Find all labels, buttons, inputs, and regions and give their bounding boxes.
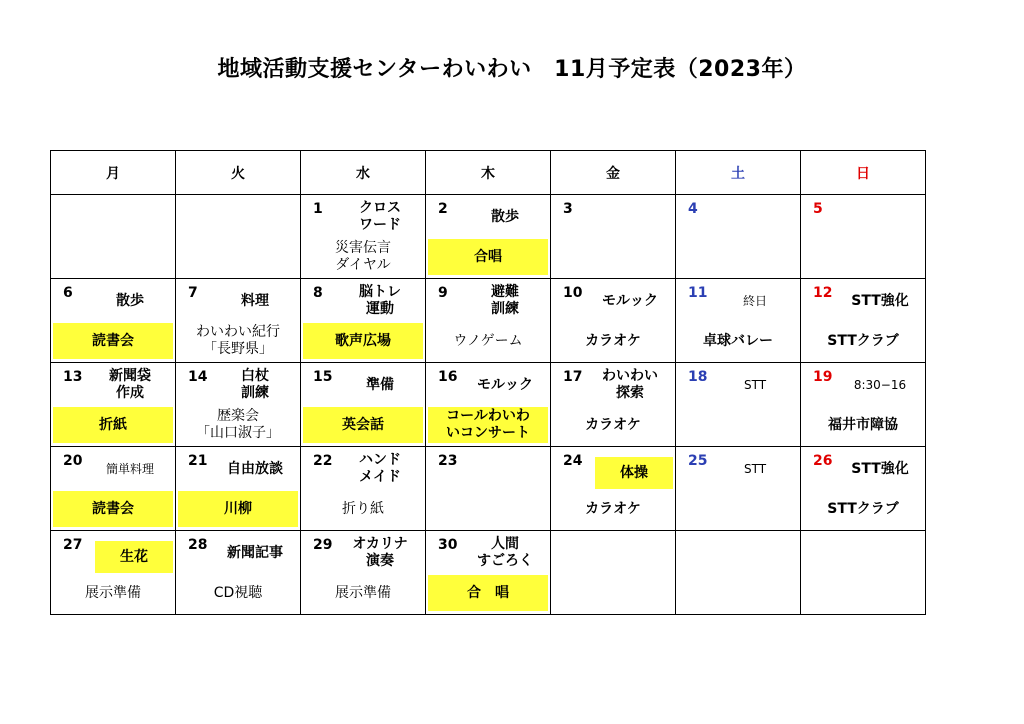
day-cell <box>551 531 676 615</box>
event-primary: クロス ワード <box>359 200 401 233</box>
day-cell <box>176 279 301 363</box>
event-primary: オカリナ 演奏 <box>352 536 408 569</box>
event-primary: 脳トレ 運動 <box>359 284 401 317</box>
weekday-wed: 水 <box>301 151 426 195</box>
day-cell <box>51 195 176 279</box>
day-cell <box>176 195 301 279</box>
event-primary: 準備 <box>366 376 394 393</box>
event-primary: 自由放談 <box>227 460 283 477</box>
event-primary: 散歩 <box>491 208 519 225</box>
event-secondary: 英会話 <box>303 407 423 443</box>
day-number: 12 <box>813 285 833 301</box>
day-cell <box>426 447 551 531</box>
day-number: 25 <box>688 453 708 469</box>
event-secondary: 読書会 <box>53 491 173 527</box>
day-cell <box>801 447 926 531</box>
day-cell <box>551 363 676 447</box>
day-number: 24 <box>563 453 583 469</box>
day-number: 4 <box>688 201 698 217</box>
event-primary: モルック <box>477 376 533 393</box>
event-primary: 8:30−16 <box>853 377 907 392</box>
day-number: 7 <box>188 285 198 301</box>
day-cell <box>801 363 926 447</box>
day-number: 22 <box>313 453 333 469</box>
weekday-tue: 火 <box>176 151 301 195</box>
event-primary: 料理 <box>241 292 269 309</box>
day-number: 1 <box>313 201 323 217</box>
event-secondary: 展示準備 <box>85 584 141 601</box>
day-cell <box>176 363 301 447</box>
weekday-thu: 木 <box>426 151 551 195</box>
day-number: 2 <box>438 201 448 217</box>
event-primary: STT <box>743 461 767 476</box>
event-secondary: 災害伝言 ダイヤル <box>335 240 391 273</box>
week-row <box>51 363 926 447</box>
day-cell <box>676 447 801 531</box>
weekday-fri: 金 <box>551 151 676 195</box>
day-number: 10 <box>563 285 583 301</box>
day-cell <box>301 363 426 447</box>
day-number: 27 <box>63 537 83 553</box>
day-cell <box>51 279 176 363</box>
day-cell <box>426 195 551 279</box>
event-primary: わいわい 探索 <box>602 368 658 401</box>
day-cell <box>801 531 926 615</box>
event-secondary: 卓球バレー <box>703 332 773 349</box>
event-primary: 新聞袋 作成 <box>109 368 151 401</box>
day-number: 9 <box>438 285 448 301</box>
day-cell <box>51 447 176 531</box>
day-cell <box>676 363 801 447</box>
event-secondary: 読書会 <box>53 323 173 359</box>
event-secondary: 歴楽会 「山口淑子」 <box>196 408 280 441</box>
day-number: 3 <box>563 201 573 217</box>
event-secondary: 合 唱 <box>428 575 548 611</box>
event-secondary: 福井市障協 <box>828 416 898 433</box>
event-primary: 避難 訓練 <box>491 284 519 317</box>
day-cell <box>301 531 426 615</box>
day-number: 30 <box>438 537 458 553</box>
day-number: 28 <box>188 537 208 553</box>
day-number: 20 <box>63 453 83 469</box>
event-secondary: CD視聴 <box>213 584 263 601</box>
day-cell <box>426 363 551 447</box>
day-cell <box>51 363 176 447</box>
event-secondary: コールわいわ いコンサート <box>428 407 548 443</box>
day-number: 15 <box>313 369 333 385</box>
day-cell <box>551 279 676 363</box>
day-cell <box>301 447 426 531</box>
event-secondary: 折紙 <box>53 407 173 443</box>
day-number: 19 <box>813 369 833 385</box>
calendar-table <box>50 150 926 615</box>
day-number: 16 <box>438 369 458 385</box>
event-primary: 体操 <box>595 457 673 489</box>
weekday-header-row <box>51 151 926 195</box>
day-cell <box>176 447 301 531</box>
event-primary: 簡単料理 <box>105 461 154 476</box>
event-secondary: 川柳 <box>178 491 298 527</box>
day-number: 8 <box>313 285 323 301</box>
event-secondary: カラオケ <box>585 332 641 349</box>
day-cell <box>301 195 426 279</box>
day-cell <box>676 195 801 279</box>
day-cell <box>676 279 801 363</box>
event-primary: 人間 すごろく <box>477 536 533 569</box>
event-primary: ハンド メイド <box>359 452 401 485</box>
event-secondary: STTクラブ <box>827 332 899 349</box>
week-row <box>51 195 926 279</box>
event-primary: 散歩 <box>116 292 144 309</box>
day-number: 21 <box>188 453 208 469</box>
day-number: 11 <box>688 285 708 301</box>
day-cell <box>176 531 301 615</box>
day-number: 18 <box>688 369 708 385</box>
event-secondary: STTクラブ <box>827 500 899 517</box>
day-cell <box>676 531 801 615</box>
day-number: 13 <box>63 369 83 385</box>
event-secondary: ウノゲーム <box>453 332 523 349</box>
event-primary: 新聞記事 <box>227 544 283 561</box>
event-primary: STT強化 <box>851 292 909 309</box>
weekday-sun: 日 <box>801 151 926 195</box>
day-number: 17 <box>563 369 583 385</box>
event-secondary: 折り紙 <box>342 500 384 517</box>
event-primary: 終日 <box>742 293 767 308</box>
day-number: 29 <box>313 537 333 553</box>
week-row <box>51 447 926 531</box>
day-number: 6 <box>63 285 73 301</box>
event-primary: モルック <box>602 292 658 309</box>
day-number: 23 <box>438 453 458 469</box>
event-secondary: わいわい紀行 「長野県」 <box>196 324 280 357</box>
event-primary: STT強化 <box>851 460 909 477</box>
day-number: 5 <box>813 201 823 217</box>
weekday-sat: 土 <box>676 151 801 195</box>
event-primary: STT <box>743 377 767 392</box>
event-secondary: カラオケ <box>585 416 641 433</box>
event-primary: 白杖 訓練 <box>241 368 269 401</box>
day-number: 26 <box>813 453 833 469</box>
weekday-mon: 月 <box>51 151 176 195</box>
day-cell <box>551 195 676 279</box>
event-secondary: 歌声広場 <box>303 323 423 359</box>
day-cell <box>801 195 926 279</box>
page-title: 地域活動支援センターわいわい 11月予定表（2023年） <box>217 57 807 82</box>
event-secondary: カラオケ <box>585 500 641 517</box>
day-cell <box>426 531 551 615</box>
day-cell <box>51 531 176 615</box>
week-row <box>51 279 926 363</box>
week-row <box>51 531 926 615</box>
event-secondary: 合唱 <box>428 239 548 275</box>
day-cell <box>301 279 426 363</box>
event-primary: 生花 <box>95 541 173 573</box>
day-cell <box>426 279 551 363</box>
day-number: 14 <box>188 369 208 385</box>
event-secondary: 展示準備 <box>335 584 391 601</box>
day-cell <box>551 447 676 531</box>
day-cell <box>801 279 926 363</box>
